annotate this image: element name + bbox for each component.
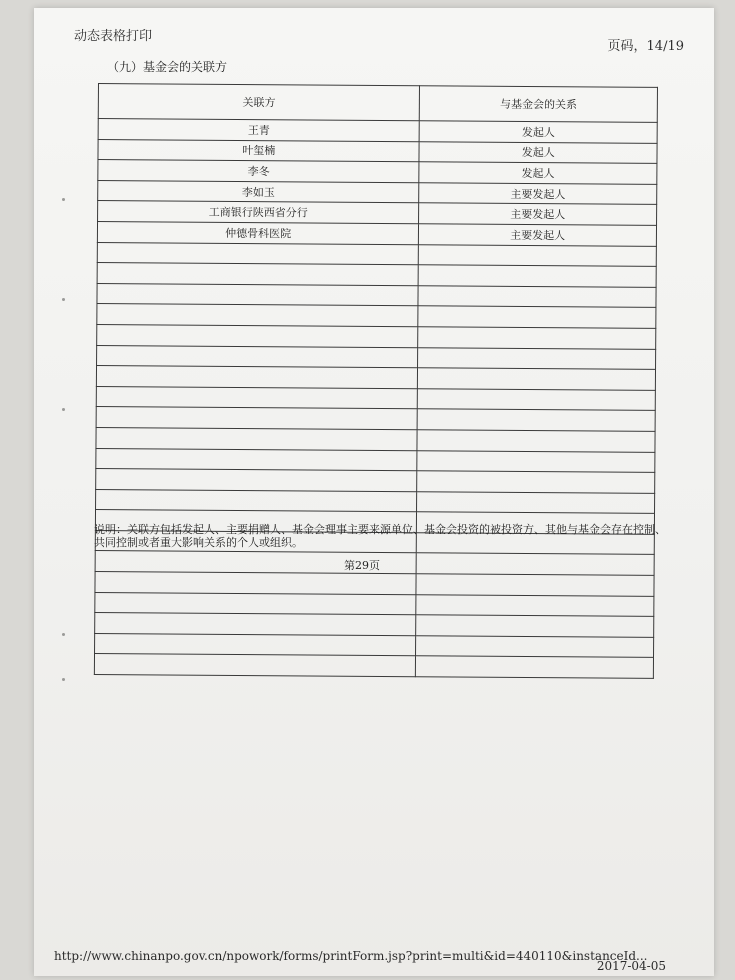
relationship-cell <box>418 347 656 369</box>
relationship-cell <box>417 491 655 513</box>
relationship-cell: 发起人 <box>419 141 657 163</box>
page-indicator: 页码，14/19 <box>607 39 684 54</box>
relationship-cell: 主要发起人 <box>419 183 657 205</box>
related-party-cell <box>96 448 418 471</box>
relationship-cell: 发起人 <box>420 121 658 143</box>
related-party-cell <box>96 366 418 389</box>
relationship-cell <box>417 430 655 452</box>
related-party-cell <box>97 324 419 347</box>
related-party-cell <box>96 427 418 450</box>
column-header-relationship: 与基金会的关系 <box>420 86 658 123</box>
printed-page <box>34 8 714 976</box>
related-party-cell: 王青 <box>98 119 420 142</box>
column-header-related-party: 关联方 <box>98 84 420 121</box>
punch-hole-mark <box>62 633 65 636</box>
relationship-cell <box>418 409 656 431</box>
related-party-cell <box>95 613 417 636</box>
table-header-row <box>98 84 657 123</box>
footer-url: http://www.chinanpo.gov.cn/npowork/forms/printForm.jsp?print=multi&id=440110&instanceId... <box>54 949 648 963</box>
relationship-cell <box>416 594 654 616</box>
related-party-cell <box>96 407 418 430</box>
relationship-cell <box>419 265 657 287</box>
relationship-cell <box>417 553 655 575</box>
related-party-cell: 仲德骨科医院 <box>97 221 419 244</box>
relationship-cell: 主要发起人 <box>419 224 657 246</box>
relationship-cell <box>417 471 655 493</box>
related-party-cell: 工商银行陕西省分行 <box>98 201 420 224</box>
table-body <box>94 119 657 679</box>
print-header-title: 动态表格打印 <box>74 29 153 44</box>
related-party-cell <box>96 386 418 409</box>
relationship-cell <box>416 636 654 658</box>
relationship-cell <box>418 368 656 390</box>
punch-hole-mark <box>62 678 65 681</box>
relationship-cell: 主要发起人 <box>419 203 657 225</box>
related-party-cell <box>94 654 416 677</box>
relationship-cell <box>418 306 656 328</box>
related-party-cell <box>95 572 417 595</box>
related-party-cell: 叶玺楠 <box>98 139 420 162</box>
relationship-cell <box>418 388 656 410</box>
relationship-cell <box>416 615 654 637</box>
footer-date: 2017-04-05 <box>596 959 666 973</box>
related-party-cell <box>97 242 419 265</box>
relationship-cell <box>419 244 657 266</box>
related-party-cell: 李如玉 <box>98 180 420 203</box>
relationship-cell <box>416 574 654 596</box>
related-party-cell <box>96 469 418 492</box>
section-title: （九）基金会的关联方 <box>107 60 228 74</box>
punch-hole-mark <box>62 298 65 301</box>
related-party-cell <box>97 304 419 327</box>
related-party-cell <box>96 489 418 512</box>
relationship-cell <box>416 656 654 678</box>
relationship-cell: 发起人 <box>419 162 657 184</box>
punch-hole-mark <box>62 198 65 201</box>
related-party-cell <box>97 283 419 306</box>
related-party-cell <box>95 633 417 656</box>
related-party-cell <box>97 263 419 286</box>
related-parties-table-container <box>98 83 658 675</box>
related-party-cell <box>97 345 419 368</box>
punch-hole-mark <box>62 408 65 411</box>
relationship-cell <box>418 285 656 307</box>
relationship-cell <box>418 327 656 349</box>
table-note: 说明：关联方包括发起人、主要捐赠人、基金会理事主要来源单位、基金会投资的被投资方、其他与基金会存在控制、共同控制或者重大影响关系的个人或组织。 <box>94 523 666 549</box>
related-parties-table <box>94 83 658 679</box>
related-party-cell <box>95 592 417 615</box>
page-number: 第29页 <box>344 559 380 572</box>
related-party-cell: 李冬 <box>98 160 420 183</box>
relationship-cell <box>417 450 655 472</box>
table-row <box>94 654 653 678</box>
